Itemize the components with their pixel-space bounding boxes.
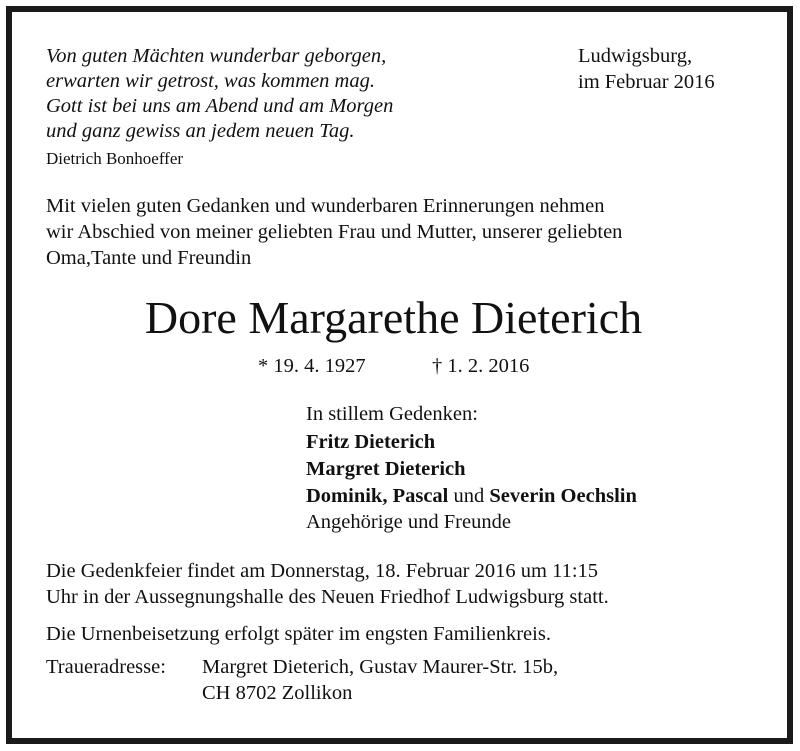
birth-date: * 19. 4. 1927 bbox=[258, 355, 366, 377]
death-date: † 1. 2. 2016 bbox=[432, 355, 530, 377]
ceremony-line-1: Die Gedenkfeier findet am Donnerstag, 18. Februar 2016 um 11:15 bbox=[46, 560, 599, 582]
poem-line-1: Von guten Mächten wunderbar geborgen, bbox=[46, 45, 387, 67]
mourner-others: Angehörige und Freunde bbox=[306, 511, 511, 533]
mourner-fritz bbox=[306, 429, 435, 455]
mourner-group-and: und bbox=[453, 485, 485, 507]
address-line-2: CH 8702 Zollikon bbox=[202, 682, 353, 704]
poem-author: Dietrich Bonhoeffer bbox=[46, 149, 184, 168]
place: Ludwigsburg, bbox=[578, 45, 693, 67]
intro-line-2: wir Abschied von meiner geliebten Frau und Mutter, unserer geliebten bbox=[46, 221, 623, 243]
burial-text: Die Urnenbeisetzung erfolgt später im engsten Familienkreis. bbox=[46, 623, 551, 645]
deceased-name: Dore Margarethe Dieterich bbox=[144, 292, 643, 343]
poem-line-2: erwarten wir getrost, was kommen mag. bbox=[46, 70, 375, 92]
address-line-1: Margret Dieterich, Gustav Maurer-Str. 15b, bbox=[202, 656, 559, 678]
mourner-group bbox=[306, 483, 637, 509]
ceremony-line-2: Uhr in der Aussegnungshalle des Neuen Friedhof Ludwigsburg statt. bbox=[46, 586, 609, 608]
poem-line-4: und ganz gewiss an jedem neuen Tag. bbox=[46, 120, 355, 142]
mourners-heading: In stillem Gedenken: bbox=[306, 403, 478, 425]
mourner-margret-name: Margret Dieterich bbox=[306, 458, 466, 480]
mourner-fritz-name: Fritz Dieterich bbox=[306, 431, 436, 453]
mourner-group-a: Dominik, Pascal bbox=[306, 485, 449, 507]
address-label: Traueradresse: bbox=[46, 656, 166, 678]
mourner-margret bbox=[306, 456, 466, 482]
intro-line-1: Mit vielen guten Gedanken und wunderbaren Erinnerungen nehmen bbox=[46, 195, 605, 217]
notice-date: im Februar 2016 bbox=[578, 71, 715, 93]
mourner-group-b: Severin Oechslin bbox=[489, 485, 637, 507]
intro-line-3: Oma,Tante und Freundin bbox=[46, 247, 252, 269]
poem-line-3: Gott ist bei uns am Abend und am Morgen bbox=[46, 95, 394, 117]
